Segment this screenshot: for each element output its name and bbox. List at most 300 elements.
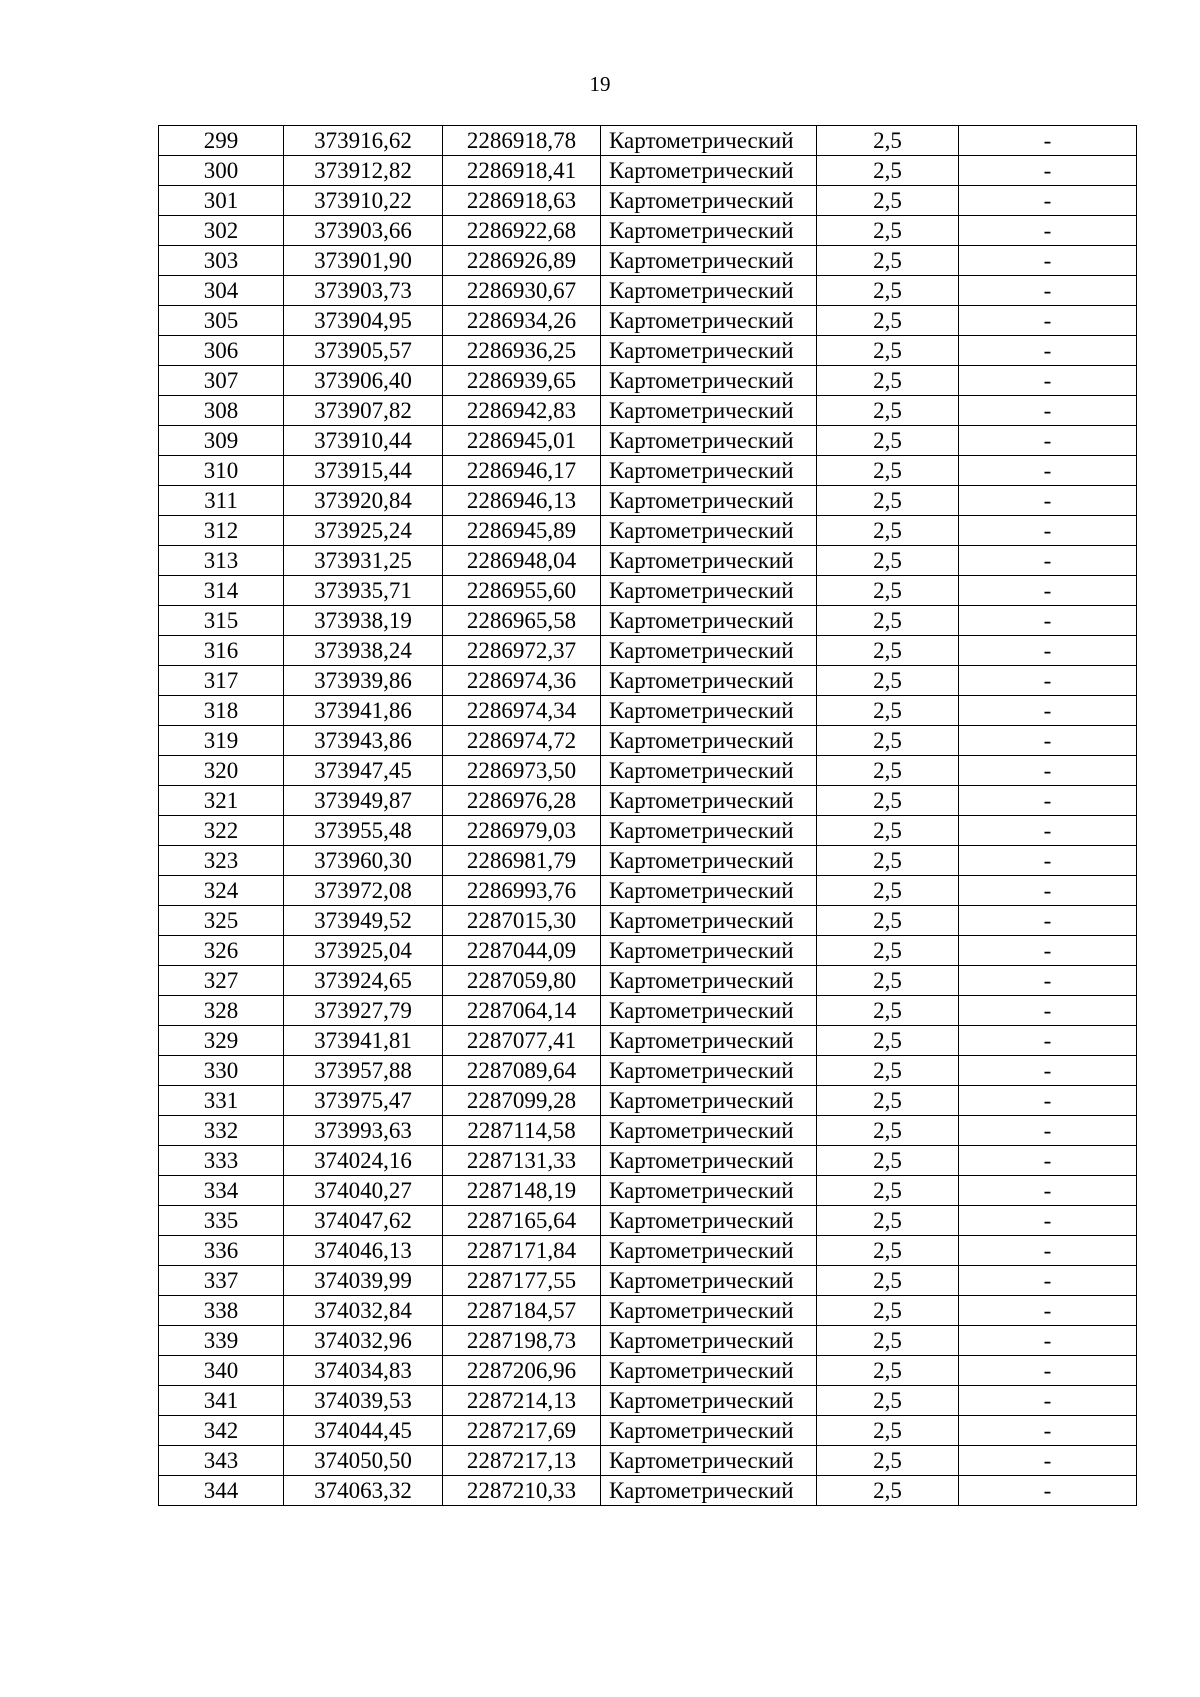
table-row (159, 936, 1137, 966)
y-coordinate-cell: 2286939,65 (443, 366, 601, 396)
accuracy-cell: 2,5 (817, 156, 959, 186)
method-cell: Картометрический (601, 1326, 817, 1356)
accuracy-cell: 2,5 (817, 1476, 959, 1506)
table-row (159, 996, 1137, 1026)
table-row (159, 906, 1137, 936)
method-cell: Картометрический (601, 156, 817, 186)
y-coordinate-cell: 2287210,33 (443, 1476, 601, 1506)
accuracy-cell: 2,5 (817, 516, 959, 546)
accuracy-cell: 2,5 (817, 276, 959, 306)
description-cell: - (959, 1176, 1137, 1206)
description-cell: - (959, 876, 1137, 906)
table-row (159, 696, 1137, 726)
point-number-cell: 326 (159, 936, 284, 966)
y-coordinate-cell: 2287165,64 (443, 1206, 601, 1236)
method-cell: Картометрический (601, 906, 817, 936)
accuracy-cell: 2,5 (817, 1056, 959, 1086)
description-cell: - (959, 246, 1137, 276)
x-coordinate-cell: 374063,32 (284, 1476, 443, 1506)
method-cell: Картометрический (601, 1356, 817, 1386)
y-coordinate-cell: 2287206,96 (443, 1356, 601, 1386)
point-number-cell: 311 (159, 486, 284, 516)
table-row (159, 516, 1137, 546)
description-cell: - (959, 696, 1137, 726)
accuracy-cell: 2,5 (817, 1266, 959, 1296)
x-coordinate-cell: 373972,08 (284, 876, 443, 906)
method-cell: Картометрический (601, 1176, 817, 1206)
accuracy-cell: 2,5 (817, 966, 959, 996)
description-cell: - (959, 486, 1137, 516)
point-number-cell: 343 (159, 1446, 284, 1476)
description-cell: - (959, 546, 1137, 576)
table-row (159, 336, 1137, 366)
table-row (159, 546, 1137, 576)
accuracy-cell: 2,5 (817, 996, 959, 1026)
accuracy-cell: 2,5 (817, 366, 959, 396)
y-coordinate-cell: 2286979,03 (443, 816, 601, 846)
description-cell: - (959, 126, 1137, 156)
y-coordinate-cell: 2286946,17 (443, 456, 601, 486)
accuracy-cell: 2,5 (817, 1386, 959, 1416)
point-number-cell: 300 (159, 156, 284, 186)
y-coordinate-cell: 2286955,60 (443, 576, 601, 606)
table-row (159, 876, 1137, 906)
method-cell: Картометрический (601, 726, 817, 756)
point-number-cell: 307 (159, 366, 284, 396)
method-cell: Картометрический (601, 396, 817, 426)
x-coordinate-cell: 373903,73 (284, 276, 443, 306)
table-row (159, 666, 1137, 696)
description-cell: - (959, 426, 1137, 456)
point-number-cell: 313 (159, 546, 284, 576)
table-row (159, 486, 1137, 516)
accuracy-cell: 2,5 (817, 1446, 959, 1476)
description-cell: - (959, 1416, 1137, 1446)
accuracy-cell: 2,5 (817, 336, 959, 366)
method-cell: Картометрический (601, 1386, 817, 1416)
table-row (159, 426, 1137, 456)
y-coordinate-cell: 2286976,28 (443, 786, 601, 816)
y-coordinate-cell: 2287064,14 (443, 996, 601, 1026)
point-number-cell: 299 (159, 126, 284, 156)
point-number-cell: 330 (159, 1056, 284, 1086)
method-cell: Картометрический (601, 186, 817, 216)
table-row (159, 726, 1137, 756)
description-cell: - (959, 306, 1137, 336)
x-coordinate-cell: 373949,87 (284, 786, 443, 816)
table-row (159, 1176, 1137, 1206)
table-row (159, 576, 1137, 606)
description-cell: - (959, 216, 1137, 246)
y-coordinate-cell: 2286973,50 (443, 756, 601, 786)
description-cell: - (959, 726, 1137, 756)
x-coordinate-cell: 374040,27 (284, 1176, 443, 1206)
method-cell: Картометрический (601, 816, 817, 846)
table-row (159, 1476, 1137, 1506)
method-cell: Картометрический (601, 1086, 817, 1116)
accuracy-cell: 2,5 (817, 576, 959, 606)
accuracy-cell: 2,5 (817, 1146, 959, 1176)
accuracy-cell: 2,5 (817, 1206, 959, 1236)
point-number-cell: 320 (159, 756, 284, 786)
accuracy-cell: 2,5 (817, 696, 959, 726)
table-row (159, 1416, 1137, 1446)
x-coordinate-cell: 373949,52 (284, 906, 443, 936)
point-number-cell: 328 (159, 996, 284, 1026)
x-coordinate-cell: 373915,44 (284, 456, 443, 486)
description-cell: - (959, 1296, 1137, 1326)
y-coordinate-cell: 2287131,33 (443, 1146, 601, 1176)
y-coordinate-cell: 2286974,36 (443, 666, 601, 696)
point-number-cell: 319 (159, 726, 284, 756)
accuracy-cell: 2,5 (817, 846, 959, 876)
table-row (159, 156, 1137, 186)
point-number-cell: 325 (159, 906, 284, 936)
method-cell: Картометрический (601, 636, 817, 666)
point-number-cell: 308 (159, 396, 284, 426)
table-row (159, 966, 1137, 996)
x-coordinate-cell: 374032,84 (284, 1296, 443, 1326)
point-number-cell: 309 (159, 426, 284, 456)
accuracy-cell: 2,5 (817, 456, 959, 486)
point-number-cell: 327 (159, 966, 284, 996)
description-cell: - (959, 1476, 1137, 1506)
point-number-cell: 324 (159, 876, 284, 906)
x-coordinate-cell: 374024,16 (284, 1146, 443, 1176)
y-coordinate-cell: 2287015,30 (443, 906, 601, 936)
description-cell: - (959, 396, 1137, 426)
description-cell: - (959, 1326, 1137, 1356)
y-coordinate-cell: 2287198,73 (443, 1326, 601, 1356)
method-cell: Картометрический (601, 1296, 817, 1326)
y-coordinate-cell: 2286936,25 (443, 336, 601, 366)
x-coordinate-cell: 373925,24 (284, 516, 443, 546)
method-cell: Картометрический (601, 276, 817, 306)
method-cell: Картометрический (601, 546, 817, 576)
x-coordinate-cell: 373938,19 (284, 606, 443, 636)
accuracy-cell: 2,5 (817, 396, 959, 426)
x-coordinate-cell: 373943,86 (284, 726, 443, 756)
y-coordinate-cell: 2286942,83 (443, 396, 601, 426)
point-number-cell: 341 (159, 1386, 284, 1416)
x-coordinate-cell: 373955,48 (284, 816, 443, 846)
point-number-cell: 344 (159, 1476, 284, 1506)
point-number-cell: 316 (159, 636, 284, 666)
x-coordinate-cell: 373957,88 (284, 1056, 443, 1086)
x-coordinate-cell: 373927,79 (284, 996, 443, 1026)
point-number-cell: 306 (159, 336, 284, 366)
point-number-cell: 331 (159, 1086, 284, 1116)
method-cell: Картометрический (601, 486, 817, 516)
accuracy-cell: 2,5 (817, 426, 959, 456)
table-row (159, 756, 1137, 786)
x-coordinate-cell: 373905,57 (284, 336, 443, 366)
point-number-cell: 302 (159, 216, 284, 246)
x-coordinate-cell: 373912,82 (284, 156, 443, 186)
table-row (159, 1086, 1137, 1116)
point-number-cell: 310 (159, 456, 284, 486)
table-row (159, 246, 1137, 276)
method-cell: Картометрический (601, 1056, 817, 1086)
point-number-cell: 315 (159, 606, 284, 636)
y-coordinate-cell: 2287217,13 (443, 1446, 601, 1476)
description-cell: - (959, 816, 1137, 846)
description-cell: - (959, 756, 1137, 786)
y-coordinate-cell: 2287114,58 (443, 1116, 601, 1146)
point-number-cell: 338 (159, 1296, 284, 1326)
point-number-cell: 334 (159, 1176, 284, 1206)
accuracy-cell: 2,5 (817, 726, 959, 756)
description-cell: - (959, 576, 1137, 606)
point-number-cell: 332 (159, 1116, 284, 1146)
accuracy-cell: 2,5 (817, 546, 959, 576)
method-cell: Картометрический (601, 576, 817, 606)
table-row (159, 636, 1137, 666)
x-coordinate-cell: 373925,04 (284, 936, 443, 966)
y-coordinate-cell: 2287217,69 (443, 1416, 601, 1446)
accuracy-cell: 2,5 (817, 756, 959, 786)
table-row (159, 1056, 1137, 1086)
description-cell: - (959, 186, 1137, 216)
point-number-cell: 340 (159, 1356, 284, 1386)
coordinates-table (158, 125, 1137, 1506)
y-coordinate-cell: 2287044,09 (443, 936, 601, 966)
table-row (159, 1446, 1137, 1476)
description-cell: - (959, 1056, 1137, 1086)
point-number-cell: 322 (159, 816, 284, 846)
y-coordinate-cell: 2287059,80 (443, 966, 601, 996)
description-cell: - (959, 1116, 1137, 1146)
description-cell: - (959, 336, 1137, 366)
x-coordinate-cell: 373960,30 (284, 846, 443, 876)
table-row (159, 1326, 1137, 1356)
y-coordinate-cell: 2287099,28 (443, 1086, 601, 1116)
table-row (159, 366, 1137, 396)
x-coordinate-cell: 373907,82 (284, 396, 443, 426)
description-cell: - (959, 276, 1137, 306)
accuracy-cell: 2,5 (817, 126, 959, 156)
method-cell: Картометрический (601, 666, 817, 696)
description-cell: - (959, 1386, 1137, 1416)
description-cell: - (959, 1086, 1137, 1116)
accuracy-cell: 2,5 (817, 1416, 959, 1446)
y-coordinate-cell: 2286993,76 (443, 876, 601, 906)
table-row (159, 846, 1137, 876)
x-coordinate-cell: 373924,65 (284, 966, 443, 996)
point-number-cell: 342 (159, 1416, 284, 1446)
table-row (159, 606, 1137, 636)
accuracy-cell: 2,5 (817, 486, 959, 516)
accuracy-cell: 2,5 (817, 786, 959, 816)
x-coordinate-cell: 374039,53 (284, 1386, 443, 1416)
y-coordinate-cell: 2287148,19 (443, 1176, 601, 1206)
accuracy-cell: 2,5 (817, 1026, 959, 1056)
coordinates-table-body (159, 126, 1137, 1506)
y-coordinate-cell: 2286948,04 (443, 546, 601, 576)
table-row (159, 276, 1137, 306)
method-cell: Картометрический (601, 1416, 817, 1446)
accuracy-cell: 2,5 (817, 1356, 959, 1386)
method-cell: Картометрический (601, 216, 817, 246)
point-number-cell: 337 (159, 1266, 284, 1296)
description-cell: - (959, 1356, 1137, 1386)
table-row (159, 1206, 1137, 1236)
method-cell: Картометрический (601, 1446, 817, 1476)
method-cell: Картометрический (601, 246, 817, 276)
description-cell: - (959, 1236, 1137, 1266)
x-coordinate-cell: 374046,13 (284, 1236, 443, 1266)
x-coordinate-cell: 374044,45 (284, 1416, 443, 1446)
accuracy-cell: 2,5 (817, 1326, 959, 1356)
table-row (159, 186, 1137, 216)
method-cell: Картометрический (601, 1236, 817, 1266)
y-coordinate-cell: 2286972,37 (443, 636, 601, 666)
method-cell: Картометрический (601, 516, 817, 546)
point-number-cell: 304 (159, 276, 284, 306)
accuracy-cell: 2,5 (817, 876, 959, 906)
description-cell: - (959, 456, 1137, 486)
point-number-cell: 314 (159, 576, 284, 606)
table-row (159, 456, 1137, 486)
description-cell: - (959, 606, 1137, 636)
table-row (159, 1026, 1137, 1056)
method-cell: Картометрический (601, 846, 817, 876)
description-cell: - (959, 636, 1137, 666)
x-coordinate-cell: 373938,24 (284, 636, 443, 666)
description-cell: - (959, 516, 1137, 546)
method-cell: Картометрический (601, 336, 817, 366)
y-coordinate-cell: 2286945,89 (443, 516, 601, 546)
accuracy-cell: 2,5 (817, 1236, 959, 1266)
y-coordinate-cell: 2286974,34 (443, 696, 601, 726)
table-row (159, 1296, 1137, 1326)
x-coordinate-cell: 373975,47 (284, 1086, 443, 1116)
y-coordinate-cell: 2287089,64 (443, 1056, 601, 1086)
description-cell: - (959, 156, 1137, 186)
description-cell: - (959, 1266, 1137, 1296)
method-cell: Картометрический (601, 696, 817, 726)
method-cell: Картометрический (601, 1266, 817, 1296)
description-cell: - (959, 366, 1137, 396)
accuracy-cell: 2,5 (817, 1116, 959, 1146)
x-coordinate-cell: 373993,63 (284, 1116, 443, 1146)
table-row (159, 126, 1137, 156)
description-cell: - (959, 666, 1137, 696)
y-coordinate-cell: 2286946,13 (443, 486, 601, 516)
y-coordinate-cell: 2286926,89 (443, 246, 601, 276)
description-cell: - (959, 846, 1137, 876)
table-row (159, 1386, 1137, 1416)
point-number-cell: 301 (159, 186, 284, 216)
method-cell: Картометрический (601, 786, 817, 816)
method-cell: Картометрический (601, 966, 817, 996)
accuracy-cell: 2,5 (817, 906, 959, 936)
method-cell: Картометрический (601, 126, 817, 156)
accuracy-cell: 2,5 (817, 306, 959, 336)
description-cell: - (959, 1446, 1137, 1476)
table-row (159, 1146, 1137, 1176)
point-number-cell: 339 (159, 1326, 284, 1356)
description-cell: - (959, 966, 1137, 996)
accuracy-cell: 2,5 (817, 1176, 959, 1206)
y-coordinate-cell: 2287077,41 (443, 1026, 601, 1056)
x-coordinate-cell: 374050,50 (284, 1446, 443, 1476)
x-coordinate-cell: 373903,66 (284, 216, 443, 246)
y-coordinate-cell: 2286918,63 (443, 186, 601, 216)
y-coordinate-cell: 2286981,79 (443, 846, 601, 876)
description-cell: - (959, 786, 1137, 816)
x-coordinate-cell: 374039,99 (284, 1266, 443, 1296)
method-cell: Картометрический (601, 456, 817, 486)
accuracy-cell: 2,5 (817, 606, 959, 636)
accuracy-cell: 2,5 (817, 216, 959, 246)
method-cell: Картометрический (601, 936, 817, 966)
method-cell: Картометрический (601, 1116, 817, 1146)
accuracy-cell: 2,5 (817, 666, 959, 696)
description-cell: - (959, 1146, 1137, 1176)
table-row (159, 786, 1137, 816)
description-cell: - (959, 906, 1137, 936)
y-coordinate-cell: 2287184,57 (443, 1296, 601, 1326)
y-coordinate-cell: 2286934,26 (443, 306, 601, 336)
table-row (159, 816, 1137, 846)
description-cell: - (959, 936, 1137, 966)
point-number-cell: 336 (159, 1236, 284, 1266)
table-row (159, 1266, 1137, 1296)
y-coordinate-cell: 2287214,13 (443, 1386, 601, 1416)
method-cell: Картометрический (601, 426, 817, 456)
y-coordinate-cell: 2286918,78 (443, 126, 601, 156)
table-row (159, 216, 1137, 246)
y-coordinate-cell: 2286930,67 (443, 276, 601, 306)
point-number-cell: 323 (159, 846, 284, 876)
accuracy-cell: 2,5 (817, 186, 959, 216)
table-row (159, 1356, 1137, 1386)
point-number-cell: 329 (159, 1026, 284, 1056)
y-coordinate-cell: 2287177,55 (443, 1266, 601, 1296)
x-coordinate-cell: 373931,25 (284, 546, 443, 576)
y-coordinate-cell: 2287171,84 (443, 1236, 601, 1266)
y-coordinate-cell: 2286922,68 (443, 216, 601, 246)
accuracy-cell: 2,5 (817, 636, 959, 666)
x-coordinate-cell: 374032,96 (284, 1326, 443, 1356)
point-number-cell: 303 (159, 246, 284, 276)
x-coordinate-cell: 373901,90 (284, 246, 443, 276)
table-row (159, 396, 1137, 426)
description-cell: - (959, 1206, 1137, 1236)
x-coordinate-cell: 373941,81 (284, 1026, 443, 1056)
point-number-cell: 312 (159, 516, 284, 546)
method-cell: Картометрический (601, 756, 817, 786)
method-cell: Картометрический (601, 1026, 817, 1056)
description-cell: - (959, 996, 1137, 1026)
method-cell: Картометрический (601, 1146, 817, 1176)
method-cell: Картометрический (601, 1206, 817, 1236)
method-cell: Картометрический (601, 1476, 817, 1506)
point-number-cell: 335 (159, 1206, 284, 1236)
table-row (159, 1116, 1137, 1146)
description-cell: - (959, 1026, 1137, 1056)
accuracy-cell: 2,5 (817, 816, 959, 846)
method-cell: Картометрический (601, 606, 817, 636)
x-coordinate-cell: 373920,84 (284, 486, 443, 516)
y-coordinate-cell: 2286918,41 (443, 156, 601, 186)
accuracy-cell: 2,5 (817, 1296, 959, 1326)
point-number-cell: 333 (159, 1146, 284, 1176)
x-coordinate-cell: 373904,95 (284, 306, 443, 336)
x-coordinate-cell: 374034,83 (284, 1356, 443, 1386)
method-cell: Картометрический (601, 876, 817, 906)
